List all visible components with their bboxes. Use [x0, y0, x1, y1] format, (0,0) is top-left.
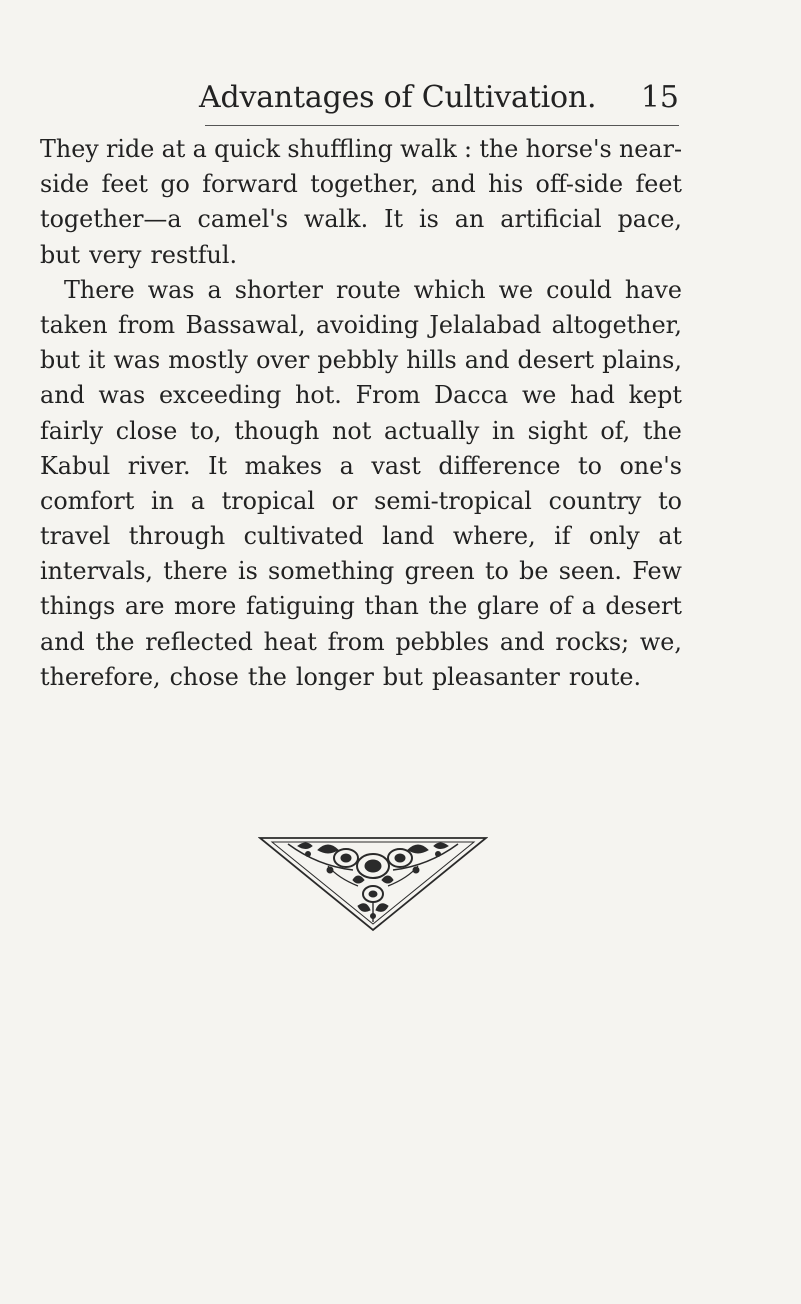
text-line: therefore, chose the longer but pleasanter route.: [40, 662, 642, 691]
text-line: things are more fatiguing than the glare of a desert: [40, 592, 682, 621]
text-line: Kabul river. It makes a vast difference to one's: [40, 451, 682, 480]
text-line: together—a camel's walk. It is an artificial pace,: [40, 205, 682, 234]
page-number: 15: [640, 80, 679, 115]
text-line: travel through cultivated land where, if only at: [40, 522, 682, 551]
text-line: There was a shorter route which we could have: [64, 275, 682, 304]
text-line: and was exceeding hot. From Dacca we had kept: [40, 381, 682, 410]
running-head: [130, 78, 685, 118]
text-line: side feet go forward together, and his off-side feet: [40, 170, 682, 199]
text-line: but it was mostly over pebbly hills and desert plains,: [40, 346, 682, 375]
text-line: comfort in a tropical or semi-tropical country to: [40, 486, 682, 515]
running-title: Advantages of Cultivation.: [199, 80, 597, 115]
body-text: [40, 132, 682, 695]
text-line: They ride at a quick shuffling walk : the horse's near-: [40, 135, 682, 163]
text-line: taken from Bassawal, avoiding Jelalabad altogether,: [40, 310, 682, 339]
text-line: and the reflected heat from pebbles and rocks; we,: [40, 627, 682, 656]
text-line: but very restful.: [40, 240, 238, 269]
text-line: intervals, there is something green to be seen. Few: [40, 557, 682, 586]
floral-triangle-tailpiece-icon: [258, 836, 488, 932]
text-line: fairly close to, though not actually in sight of, the: [40, 416, 682, 445]
header-rule: [205, 125, 679, 126]
